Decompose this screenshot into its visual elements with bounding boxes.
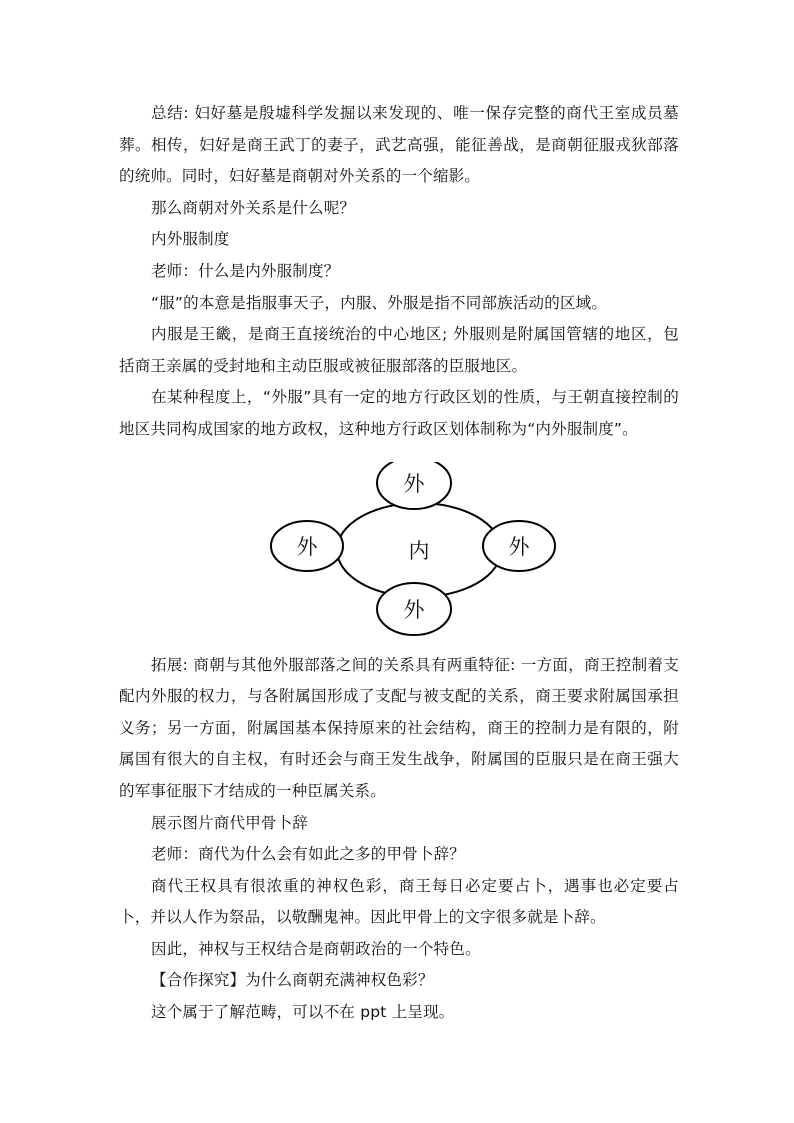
left-label: 外 (296, 534, 318, 559)
section-heading: 内外服制度 (151, 230, 230, 249)
teacher-question-2: 老师：商代为什么会有如此之多的甲骨卜辞？ (151, 845, 466, 864)
oracle-bone-heading: 展示图片商代甲骨卜辞 (151, 813, 309, 832)
system-paragraph: 在某种程度上，“外服”具有一定的地方行政区划的性质，与王朝直接控制的地区共同构成国家的地方政权，这种地方行政区划体制称为“内外服制度”。 (119, 388, 679, 438)
top-label: 外 (403, 471, 425, 496)
bottom-label: 外 (403, 597, 425, 622)
question-paragraph: 那么商朝对外关系是什么呢？ (151, 198, 356, 217)
inner-outer-paragraph: 内服是王畿，是商王直接统治的中心地区; 外服则是附属国管辖的地区，包括商王亲属的受封地和主动臣服或被征服部落的臣服地区。 (119, 325, 679, 375)
right-label: 外 (508, 534, 530, 559)
inner-outer-diagram (119, 462, 679, 638)
note-paragraph: 这个属于了解范畴，可以不在 ppt 上呈现。 (151, 1003, 455, 1022)
extension-paragraph: 拓展: 商朝与其他外服部落之间的关系具有两重特征: 一方面，商王控制着支配内外服的权力，与各附属国形成了支配与被支配的关系，商王要求附属国承担义务；另一方面，附属国基本保持原来的社会结构，商王的控制力是有限的，附属国有很大的自主权，有时还会与商王发生战争，附属国的臣服只是在商王强大的军事征服下才结成的一种臣属关系。 (119, 655, 679, 800)
document-page (119, 98, 679, 1029)
inner-outer-diagram-svg (119, 462, 679, 638)
center-label: 内 (408, 538, 430, 563)
teacher-question: 老师：什么是内外服制度？ (151, 261, 340, 280)
definition-paragraph: “服”的本意是指服事天子，内服、外服是指不同部族活动的区域。 (151, 293, 608, 312)
summary-paragraph: 总结: 妇好墓是殷墟科学发掘以来发现的、唯一保存完整的商代王室成员墓葬。相传，妇好是商王武丁的妻子，武艺高强，能征善战，是商朝征服戎狄部落的统帅。同时，妇好墓是商朝对外关系的一个缩影。 (119, 104, 679, 186)
divination-paragraph: 商代王权具有很浓重的神权色彩，商王每日必定要占卜，遇事也必定要占卜，并以人作为祭品，以敬酬鬼神。因此甲骨上的文字很多就是卜辞。 (119, 876, 679, 927)
conclusion-paragraph: 因此，神权与王权结合是商朝政治的一个特色。 (151, 939, 481, 958)
inquiry-paragraph: 【合作探究】为什么商朝充满神权色彩？ (151, 971, 434, 990)
